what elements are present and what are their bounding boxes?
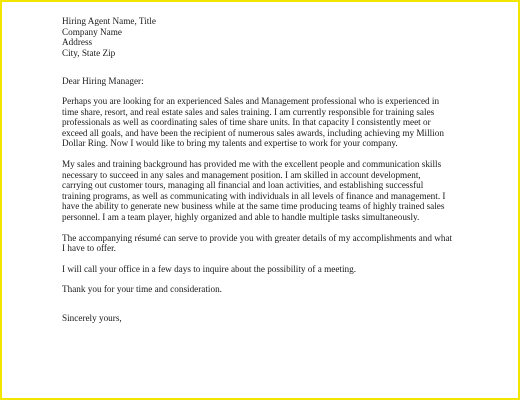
- address-line: City, State Zip: [62, 47, 116, 58]
- text-line: I have to offer.: [62, 243, 116, 254]
- paragraph-intro: [62, 96, 482, 149]
- text-line: The accompanying résumé can serve to provide you with greater details of my accomplishments and what: [62, 232, 453, 243]
- text-line: have the ability to generate new business while at the same time producing teams of highly trained sales: [62, 201, 445, 212]
- text-line: Thank you for your time and consideration.: [62, 284, 222, 295]
- address-line: Hiring Agent Name, Title: [62, 16, 156, 26]
- cover-letter: [62, 16, 482, 323]
- address-line: Address: [62, 37, 93, 48]
- text-line: time share, resort, and real estate sales and sales training. I am currently responsible for training sales: [62, 106, 435, 117]
- closing: Sincerely yours,: [62, 312, 122, 323]
- paragraph-thanks: [62, 284, 482, 295]
- text-line: My sales and training background has provided me with the excellent people and communication skills: [62, 158, 442, 169]
- text-line: Dollar Ring. Now I would like to bring my talents and expertise to work for your company.: [62, 138, 398, 149]
- paragraph-follow-up: [62, 264, 482, 275]
- text-line: personnel. I am a team player, highly organized and able to handle multiple tasks simultaneously.: [62, 211, 420, 222]
- text-line: exceed all goals, and have been the recipient of numerous sales awards, including achieving my Million: [62, 127, 444, 138]
- paragraph-background: [62, 159, 482, 223]
- address-line: Company Name: [62, 26, 122, 37]
- text-line: I will call your office in a few days to inquire about the possibility of a meeting.: [62, 263, 357, 274]
- text-line: Perhaps you are looking for an experienced Sales and Management professional who is experienced in: [62, 95, 440, 106]
- recipient-address-block: [62, 16, 482, 58]
- text-line: professionals as well as coordinating sales of time share units. In that capacity I consistently meet or: [62, 117, 431, 128]
- paragraph-resume: [62, 233, 482, 254]
- text-line: necessary to succeed in any sales and management position. I am skilled in account development,: [62, 169, 421, 180]
- text-line: carrying out customer tours, managing all financial and loan activities, and establishing successful: [62, 180, 424, 191]
- text-line: training programs, as well as communicating with individuals in all levels of finance and management. I: [62, 190, 446, 201]
- salutation: Dear Hiring Manager:: [62, 76, 144, 87]
